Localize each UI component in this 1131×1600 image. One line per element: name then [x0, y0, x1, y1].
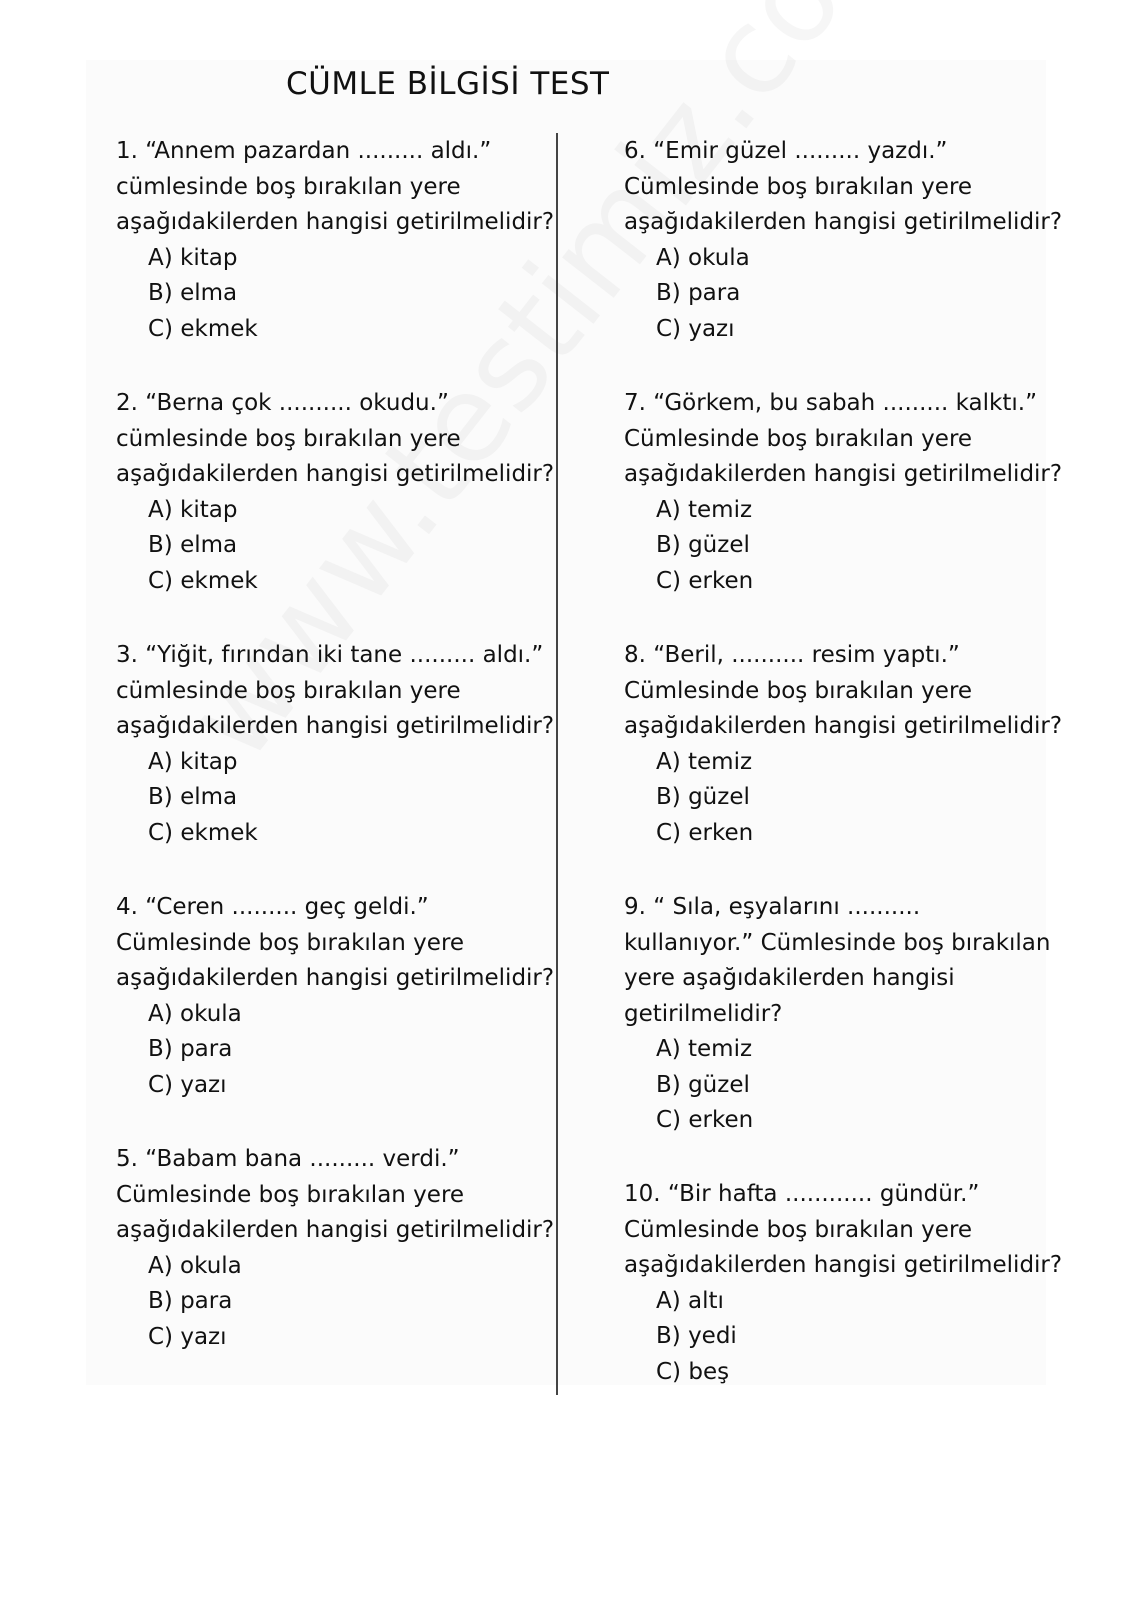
question-text-line: kullanıyor.” Cümlesinde boş bırakılan: [624, 929, 1051, 956]
option-c: C) beş: [656, 1358, 730, 1385]
option-a: A) temiz: [656, 748, 753, 775]
question-4: [116, 890, 555, 1142]
answer-options: [148, 997, 536, 1104]
question-text-line: aşağıdakilerden hangisi getirilmelidir?: [624, 209, 1063, 235]
option-c: C) yazı: [148, 1323, 227, 1350]
option-b: B) güzel: [656, 1071, 750, 1098]
option-b: B) para: [148, 1288, 233, 1314]
option-b: B) para: [148, 1036, 233, 1062]
question-1: [116, 134, 555, 386]
option-b: B) elma: [148, 532, 238, 558]
question-text-line: 3. “Yiğit, fırından iki tane ......... aldı.”: [116, 642, 544, 668]
question-text-line: cümlesinde boş bırakılan yere: [116, 425, 461, 452]
question-text-line: aşağıdakilerden hangisi getirilmelidir?: [624, 461, 1063, 487]
right-column: [624, 134, 1063, 1429]
option-b: B) elma: [148, 784, 238, 810]
question-text-line: Cümlesinde boş bırakılan yere: [624, 677, 973, 704]
answer-options: [656, 493, 1044, 600]
question-3: [116, 638, 555, 890]
question-text-line: yere aşağıdakilerden hangisi: [624, 965, 955, 991]
option-c: C) erken: [656, 819, 754, 846]
question-text-line: cümlesinde boş bırakılan yere: [116, 173, 461, 200]
question-text-line: 4. “Ceren ......... geç geldi.”: [116, 894, 429, 920]
question-text-line: Cümlesinde boş bırakılan yere: [624, 1216, 973, 1243]
answer-options: [656, 1284, 1044, 1391]
question-text-line: 7. “Görkem, bu sabah ......... kalktı.”: [624, 390, 1037, 416]
option-c: C) yazı: [148, 1071, 227, 1098]
question-text-line: 6. “Emir güzel ......... yazdı.”: [624, 138, 948, 164]
question-text-line: 9. “ Sıla, eşyalarını ..........: [624, 894, 921, 920]
option-b: B) para: [656, 280, 741, 306]
option-a: A) okula: [148, 1252, 242, 1279]
option-b: B) elma: [148, 280, 238, 306]
left-column: [116, 134, 555, 1394]
answer-options: [656, 745, 1044, 852]
question-10: [624, 1177, 1063, 1429]
question-2: [116, 386, 555, 638]
question-text-line: 1. “Annem pazardan ......... aldı.”: [116, 138, 492, 164]
option-b: B) güzel: [656, 784, 750, 810]
answer-options: [656, 241, 1044, 348]
question-text-line: aşağıdakilerden hangisi getirilmelidir?: [624, 713, 1063, 739]
question-text-line: 8. “Beril, .......... resim yaptı.”: [624, 642, 960, 668]
option-c: C) ekmek: [148, 567, 258, 594]
option-c: C) erken: [656, 1107, 754, 1133]
question-9: [624, 890, 1051, 1177]
answer-options: [148, 493, 536, 600]
option-c: C) ekmek: [148, 315, 258, 342]
page-title: CÜMLE BİLGİSİ TEST: [286, 66, 610, 102]
question-6: [624, 134, 1063, 386]
question-text-line: aşağıdakilerden hangisi getirilmelidir?: [624, 1252, 1063, 1278]
question-text-line: Cümlesinde boş bırakılan yere: [116, 1181, 465, 1208]
question-text-line: aşağıdakilerden hangisi getirilmelidir?: [116, 209, 555, 235]
option-a: A) kitap: [148, 244, 238, 271]
question-text-line: 5. “Babam bana ......... verdi.”: [116, 1146, 460, 1172]
option-b: B) güzel: [656, 532, 750, 558]
option-a: A) okula: [656, 244, 750, 271]
answer-options: [148, 745, 536, 852]
option-a: A) altı: [656, 1287, 724, 1314]
option-c: C) ekmek: [148, 819, 258, 846]
question-text-line: cümlesinde boş bırakılan yere: [116, 677, 461, 704]
question-text-line: aşağıdakilerden hangisi getirilmelidir?: [116, 713, 555, 739]
question-text-line: getirilmelidir?: [624, 1000, 783, 1027]
question-text-line: aşağıdakilerden hangisi getirilmelidir?: [116, 461, 555, 487]
option-b: B) yedi: [656, 1323, 737, 1349]
answer-options: [148, 1249, 536, 1356]
question-text-line: Cümlesinde boş bırakılan yere: [116, 929, 465, 956]
question-7: [624, 386, 1063, 638]
option-a: A) kitap: [148, 748, 238, 775]
question-text-line: aşağıdakilerden hangisi getirilmelidir?: [116, 1217, 555, 1243]
option-a: A) okula: [148, 1000, 242, 1027]
question-text-line: 10. “Bir hafta ............ gündür.”: [624, 1181, 980, 1207]
question-5: [116, 1142, 555, 1394]
answer-options: [656, 1032, 1044, 1139]
option-a: A) kitap: [148, 496, 238, 523]
option-c: C) yazı: [656, 315, 735, 342]
question-8: [624, 638, 1063, 890]
question-text-line: Cümlesinde boş bırakılan yere: [624, 173, 973, 200]
option-a: A) temiz: [656, 1036, 753, 1062]
option-c: C) erken: [656, 567, 754, 594]
option-a: A) temiz: [656, 496, 753, 523]
answer-options: [148, 241, 536, 348]
question-text-line: 2. “Berna çok .......... okudu.”: [116, 390, 449, 416]
question-text-line: aşağıdakilerden hangisi getirilmelidir?: [116, 965, 555, 991]
column-divider: [556, 133, 558, 1395]
question-text-line: Cümlesinde boş bırakılan yere: [624, 425, 973, 452]
